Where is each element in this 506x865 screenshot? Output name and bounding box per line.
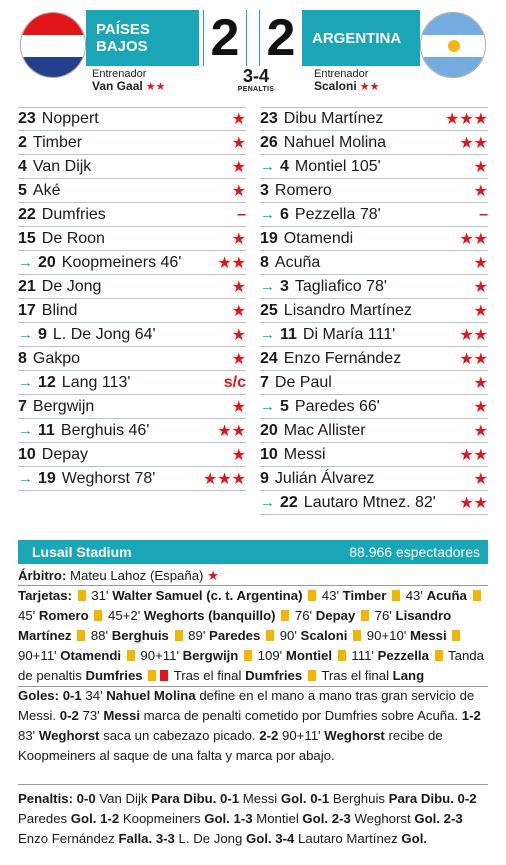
player-row	[18, 347, 246, 371]
player-name: Enzo Fernández	[283, 349, 402, 367]
player-number: 23	[18, 110, 36, 127]
player-number: 25	[260, 301, 278, 319]
substitution-arrow-icon: →	[260, 398, 275, 415]
player-name: De Paul	[274, 373, 332, 391]
player-row	[260, 155, 488, 179]
player-number: 24	[260, 349, 278, 367]
player-row	[18, 275, 246, 299]
player-name: Gakpo	[32, 349, 81, 367]
player-rating: ★	[473, 398, 488, 416]
home-lineup	[18, 107, 246, 491]
player-number: 10	[18, 445, 36, 463]
player-rating: ★★	[217, 254, 246, 272]
player-row	[260, 323, 488, 347]
player-rating: ★	[473, 278, 488, 296]
home-score: 2	[203, 10, 247, 66]
player-name: Blind	[41, 301, 78, 319]
referee-name: Mateu Lahoz (España)	[70, 568, 204, 583]
player-rating: ★★★	[444, 111, 488, 128]
player-name: Dibu Martínez	[283, 110, 384, 127]
player-rating: ★★	[459, 134, 488, 152]
player-rating: s/c	[223, 373, 246, 391]
player-number: 15	[18, 229, 36, 247]
player-rating: ★★★	[202, 470, 246, 488]
substitution-arrow-icon: →	[260, 278, 275, 295]
player-number: 7	[18, 397, 27, 415]
player-row	[260, 203, 488, 227]
player-number: 22	[18, 205, 36, 223]
player-name: Timber	[32, 133, 83, 151]
home-coach	[92, 68, 166, 93]
player-rating: ★★	[459, 350, 488, 368]
player-rating: ★	[231, 278, 246, 296]
player-number: 8	[18, 349, 27, 367]
player-number: 11	[280, 325, 297, 343]
penalty-label: PENALTIS	[237, 86, 275, 93]
player-number: 7	[260, 373, 269, 391]
substitution-arrow-icon: →	[18, 374, 33, 391]
player-number: 9	[38, 325, 47, 343]
player-rating: ★	[231, 111, 246, 128]
away-coach-name: Scaloni	[314, 79, 357, 93]
player-row	[18, 155, 246, 179]
away-coach-label: Entrenador	[314, 68, 369, 80]
player-number: 8	[260, 253, 269, 271]
substitution-arrow-icon: →	[18, 470, 33, 487]
player-row	[18, 419, 246, 443]
player-row	[260, 371, 488, 395]
player-row	[18, 227, 246, 251]
away-coach-rating: ★★	[359, 81, 380, 93]
player-name: Weghorst 78'	[61, 469, 156, 487]
player-rating: ★	[473, 422, 488, 440]
player-rating: ★★	[459, 230, 488, 248]
player-number: 10	[260, 445, 278, 463]
player-name: Julián Álvarez	[274, 469, 375, 487]
player-number: 3	[260, 181, 269, 199]
substitution-arrow-icon: →	[260, 326, 275, 343]
player-number: 4	[280, 157, 289, 175]
player-name: Berghuis 46'	[60, 421, 150, 439]
player-rating: ★★	[459, 494, 488, 512]
home-coach-name: Van Gaal	[92, 79, 143, 93]
player-number: 12	[38, 373, 56, 391]
player-number: 4	[18, 157, 27, 175]
player-rating: ★	[473, 182, 488, 200]
player-name: L. De Jong 64'	[52, 325, 156, 343]
player-row	[260, 491, 488, 515]
netherlands-flag-icon	[20, 12, 86, 78]
penalty-score: 3-4	[242, 66, 269, 86]
stadium-bar	[18, 540, 488, 564]
referee-label: Árbitro:	[18, 568, 67, 583]
player-name: Lautaro Mtnez. 82'	[303, 493, 436, 511]
player-rating: ★★	[459, 446, 488, 464]
player-name: Koopmeiners 46'	[61, 253, 182, 271]
player-row	[18, 179, 246, 203]
player-name: Montiel 105'	[294, 157, 381, 175]
player-row	[260, 179, 488, 203]
player-number: 17	[18, 301, 36, 319]
player-number: 23	[260, 110, 278, 127]
goals-summary: Goles: 0-1 34' Nahuel Molina define en el mano a mano tras gran servicio de Messi. 0-2 73' Messi marca de penalti cometido por Dumfries sobre Acuña. 1-2 83' Weghorst saca un cabezazo picado. 2-2 90+11' Weghorst recibe de Koopmeiners al saque de una falta y marca por abajo.	[18, 688, 481, 763]
substitution-arrow-icon: →	[260, 206, 275, 223]
stadium-name: Lusail Stadium	[32, 544, 132, 560]
player-rating: ★	[231, 134, 246, 152]
player-number: 19	[260, 229, 278, 247]
player-row	[260, 227, 488, 251]
player-name: Noppert	[41, 110, 99, 127]
player-row	[260, 131, 488, 155]
player-name: Bergwijn	[32, 397, 95, 415]
player-row	[260, 299, 488, 323]
substitution-arrow-icon: →	[260, 158, 275, 175]
player-name: Dumfries	[41, 205, 106, 223]
player-rating: ★	[231, 350, 246, 368]
player-rating: –	[479, 205, 488, 223]
substitution-arrow-icon: →	[260, 494, 275, 511]
penalties-summary: Penaltis: 0-0 Van Dijk Para Dibu. 0-1 Messi Gol. 0-1 Berghuis Para Dibu. 0-2 Paredes Gol. 1-2 Koopmeiners Gol. 1-3 Montiel Gol. 2-3 Weghorst Gol. 2-3 Enzo Fernández Falla. 3-3 L. De Jong Gol. 3-4 Lautaro Martínez Gol.	[18, 784, 488, 849]
away-team-name: ARGENTINA	[302, 10, 420, 66]
player-number: 21	[18, 277, 36, 295]
player-row	[18, 467, 246, 491]
player-name: Van Dijk	[32, 157, 92, 175]
player-name: Otamendi	[283, 229, 354, 247]
player-row	[260, 443, 488, 467]
player-name: Aké	[32, 181, 61, 199]
player-number: 26	[260, 133, 278, 151]
player-number: 11	[38, 421, 55, 439]
player-row	[18, 131, 246, 155]
player-number: 9	[260, 469, 269, 487]
penalty-result	[216, 66, 296, 93]
player-rating: ★	[473, 158, 488, 176]
player-number: 5	[280, 397, 289, 415]
player-row	[260, 251, 488, 275]
player-rating: ★	[473, 302, 488, 320]
cards-summary: Tarjetas: 31' Walter Samuel (c. t. Argentina) 43' Timber 43' Acuña 45' Romero 45+2' Weghorts (banquillo) 76' Depay 76' Lisandro Martínez 88' Berghuis 89' Paredes 90' Scaloni 90+10' Messi 90+11' Otamendi 90+11' Bergwijn 109' Montiel 111' Pezzella Tanda de penaltis Dumfries Tras el final Dumfries Tras el final Lang	[18, 586, 488, 687]
player-number: 20	[38, 253, 56, 271]
player-rating: ★	[473, 254, 488, 272]
player-number: 6	[280, 205, 289, 223]
player-name: Acuña	[274, 253, 321, 271]
player-rating: ★	[231, 398, 246, 416]
player-number: 2	[18, 133, 27, 151]
player-name: Lang 113'	[61, 373, 131, 391]
attendance: 88.966 espectadores	[349, 544, 480, 560]
player-row	[18, 107, 246, 131]
player-row	[18, 443, 246, 467]
player-name: Tagliafico 78'	[294, 277, 387, 295]
player-rating: ★	[231, 158, 246, 176]
argentina-flag-icon	[420, 12, 486, 78]
player-name: Mac Allister	[283, 421, 366, 439]
player-row	[18, 395, 246, 419]
referee-rating: ★	[207, 568, 219, 583]
player-name: De Roon	[41, 229, 105, 247]
player-row	[260, 395, 488, 419]
player-name: Lisandro Martínez	[283, 301, 412, 319]
player-name: Pezzella 78'	[294, 205, 381, 223]
away-lineup	[260, 107, 488, 515]
home-team-name: PAÍSES BAJOS	[86, 10, 199, 66]
player-row	[260, 419, 488, 443]
player-rating: ★	[231, 230, 246, 248]
substitution-arrow-icon: →	[18, 254, 33, 271]
player-name: Paredes 66'	[294, 397, 380, 415]
player-name: Di María 111'	[302, 325, 396, 343]
player-row	[260, 347, 488, 371]
player-number: 5	[18, 181, 27, 199]
player-rating: ★	[231, 326, 246, 344]
player-row	[18, 323, 246, 347]
player-number: 19	[38, 469, 56, 487]
player-rating: ★	[231, 302, 246, 320]
player-row	[260, 467, 488, 491]
away-score: 2	[259, 10, 303, 66]
home-coach-rating: ★★	[145, 81, 166, 93]
player-name: De Jong	[41, 277, 102, 295]
away-coach	[314, 68, 379, 93]
substitution-arrow-icon: →	[18, 422, 33, 439]
player-row	[18, 371, 246, 395]
player-rating: ★	[473, 374, 488, 392]
player-row	[260, 107, 488, 131]
player-number: 20	[260, 421, 278, 439]
player-name: Romero	[274, 181, 332, 199]
player-rating: ★	[231, 182, 246, 200]
player-rating: ★★	[459, 326, 488, 344]
player-rating: ★	[473, 470, 488, 488]
player-number: 22	[280, 493, 298, 511]
player-row	[18, 299, 246, 323]
player-row	[18, 251, 246, 275]
player-name: Messi	[283, 445, 326, 463]
player-rating: ★	[231, 446, 246, 464]
player-name: Nahuel Molina	[283, 133, 387, 151]
player-row	[260, 275, 488, 299]
home-coach-label: Entrenador	[92, 68, 147, 80]
player-name: Depay	[41, 445, 89, 463]
player-rating: –	[237, 205, 246, 223]
referee-line	[18, 566, 488, 586]
player-rating: ★★	[217, 422, 246, 440]
player-number: 3	[280, 277, 289, 295]
player-row	[18, 203, 246, 227]
substitution-arrow-icon: →	[18, 326, 33, 343]
